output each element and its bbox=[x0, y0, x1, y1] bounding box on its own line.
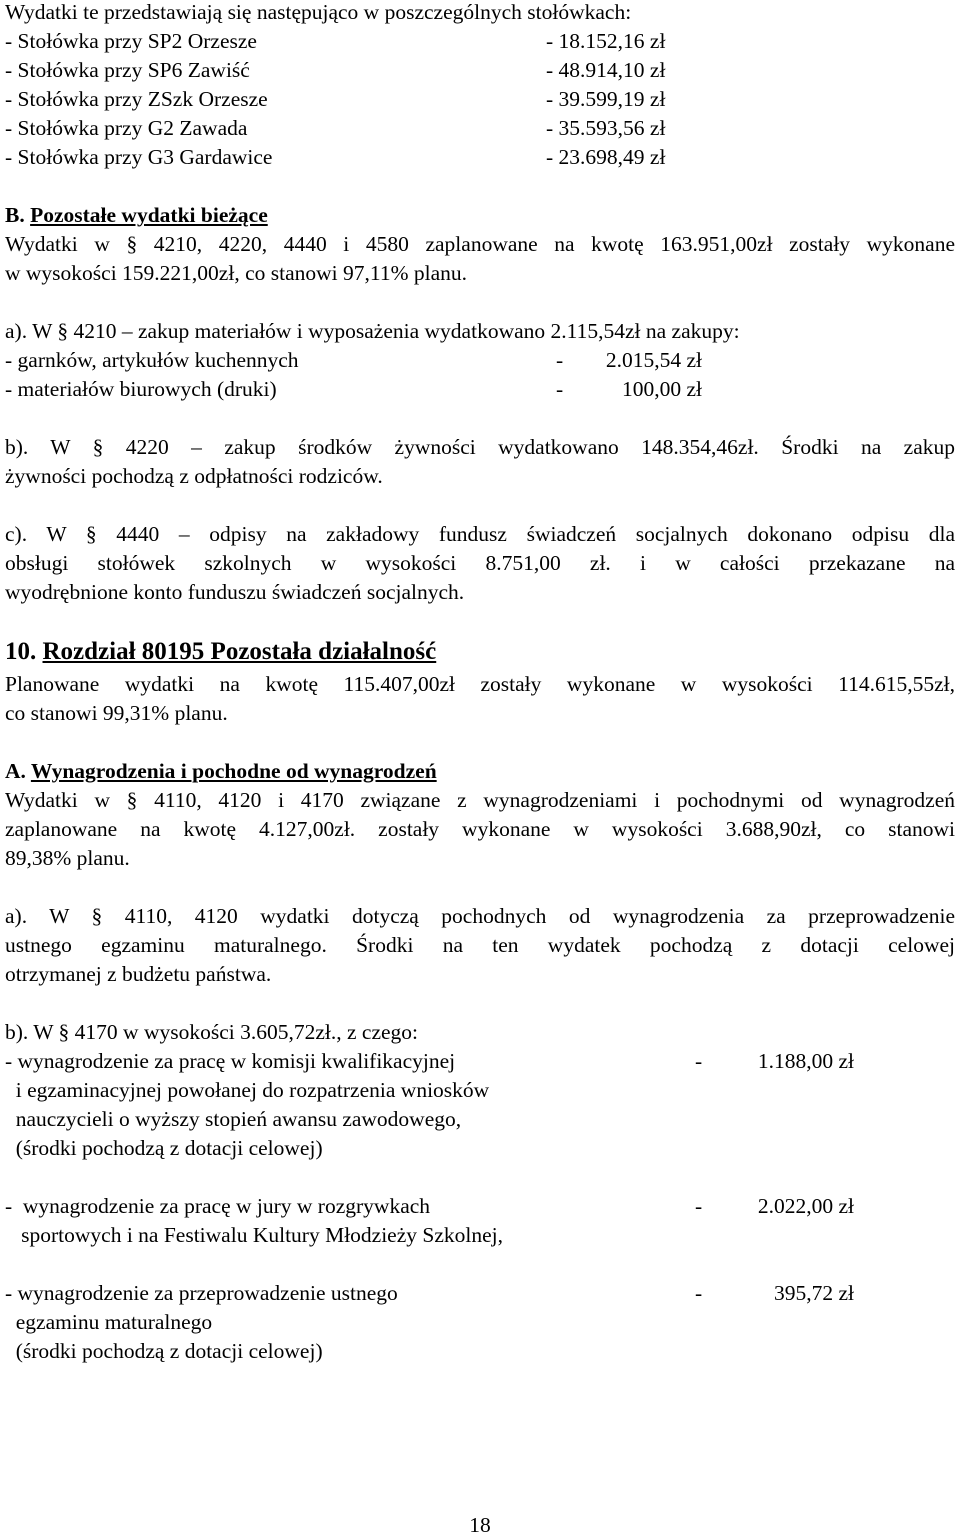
section-10-title: Rozdział 80195 Pozostała działalność bbox=[42, 638, 437, 665]
canteen-g2-label: - Stołówka przy G2 Zawada bbox=[5, 116, 248, 140]
section-10-heading bbox=[5, 639, 436, 664]
section-a-b-item3-dash: - bbox=[695, 1281, 703, 1305]
section-a-b-item3-line1: - wynagrodzenie za przeprowadzenie ustnego bbox=[5, 1281, 398, 1305]
section-b-c-line1: c). W § 4440 – odpisy na zakładowy fundusz świadczeń socjalnych dokonano odpisu dla bbox=[5, 522, 955, 546]
section-a-b-item1-amount: 1.188,00 zł bbox=[757, 1049, 854, 1073]
section-a-heading bbox=[5, 761, 437, 783]
section-a-prefix: A. bbox=[5, 759, 31, 783]
section-b-line1: Wydatki w § 4210, 4220, 4440 i 4580 zaplanowane na kwotę 163.951,00zł zostały wykonane bbox=[5, 232, 955, 256]
section-b-a-item1-amount: 2.015,54 zł bbox=[605, 348, 702, 372]
section-a-b-item3-amount: 395,72 zł bbox=[773, 1281, 854, 1305]
section-b-b-line2: żywności pochodzą z odpłatności rodziców. bbox=[5, 464, 383, 488]
canteen-sp6-label: - Stołówka przy SP6 Zawiść bbox=[5, 58, 250, 82]
section-a-b-item1-line1: - wynagrodzenie za pracę w komisji kwalifikacyjnej bbox=[5, 1049, 456, 1073]
section-a-b-item1-line3: nauczycieli o wyższy stopień awansu zawodowego, bbox=[5, 1107, 462, 1131]
section-b-line2: w wysokości 159.221,00zł, co stanowi 97,11% planu. bbox=[5, 261, 467, 285]
section-b-a-item1-dash: - bbox=[556, 348, 564, 372]
canteen-zszk-amount: - 39.599,19 zł bbox=[546, 87, 666, 111]
section-a-b-item3-line2: egzaminu maturalnego bbox=[5, 1310, 213, 1334]
section-b-a-item2-dash: - bbox=[556, 377, 564, 401]
section-10-line1: Planowane wydatki na kwotę 115.407,00zł zostały wykonane w wysokości 114.615,55zł, bbox=[5, 672, 955, 696]
section-a-b-item2-dash: - bbox=[695, 1194, 703, 1218]
canteen-g3-amount: - 23.698,49 zł bbox=[546, 145, 666, 169]
canteen-sp2-amount: - 18.152,16 zł bbox=[546, 29, 666, 53]
section-a-b-item2-line1: - wynagrodzenie za pracę w jury w rozgrywkach bbox=[5, 1194, 431, 1218]
section-a-a-line3: otrzymanej z budżetu państwa. bbox=[5, 962, 272, 986]
section-b-c-line2: obsługi stołówek szkolnych w wysokości 8.751,00 zł. i w całości przekazane na bbox=[5, 551, 955, 575]
section-b-prefix: B. bbox=[5, 203, 31, 227]
section-b-heading bbox=[5, 205, 268, 227]
section-10-line2: co stanowi 99,31% planu. bbox=[5, 701, 228, 725]
canteen-sp6-amount: - 48.914,10 zł bbox=[546, 58, 666, 82]
page-number: 18 bbox=[469, 1513, 491, 1537]
section-a-b-line1: b). W § 4170 w wysokości 3.605,72zł., z czego: bbox=[5, 1020, 419, 1044]
section-b-a-item1-label: - garnków, artykułów kuchennych bbox=[5, 348, 299, 372]
section-b-c-line3: wyodrębnione konto funduszu świadczeń socjalnych. bbox=[5, 580, 465, 604]
canteen-zszk-label: - Stołówka przy ZSzk Orzesze bbox=[5, 87, 268, 111]
section-a-a-line1: a). W § 4110, 4120 wydatki dotyczą pochodnych od wynagrodzenia za przeprowadzenie bbox=[5, 904, 955, 928]
section-a-b-item2-line2: sportowych i na Festiwalu Kultury Młodzieży Szkolnej, bbox=[5, 1223, 504, 1247]
canteen-g3-label: - Stołówka przy G3 Gardawice bbox=[5, 145, 273, 169]
section-b-title: Pozostałe wydatki bieżące bbox=[30, 203, 268, 227]
section-a-b-item3-line3: (środki pochodzą z dotacji celowej) bbox=[5, 1339, 323, 1363]
section-a-b-item2-amount: 2.022,00 zł bbox=[757, 1194, 854, 1218]
section-b-b-line1: b). W § 4220 – zakup środków żywności wydatkowano 148.354,46zł. Środki na zakup bbox=[5, 435, 955, 459]
section-a-line2: zaplanowane na kwotę 4.127,00zł. zostały wykonane w wysokości 3.688,90zł, co stanowi bbox=[5, 817, 955, 841]
section-a-a-line2: ustnego egzaminu maturalnego. Środki na ten wydatek pochodzą z dotacji celowej bbox=[5, 933, 955, 957]
intro-text: Wydatki te przedstawiają się następująco w poszczególnych stołówkach: bbox=[5, 0, 632, 24]
section-a-title: Wynagrodzenia i pochodne od wynagrodzeń bbox=[30, 759, 437, 783]
section-b-a-item2-amount: 100,00 zł bbox=[621, 377, 702, 401]
canteen-g2-amount: - 35.593,56 zł bbox=[546, 116, 666, 140]
canteen-sp2-label: - Stołówka przy SP2 Orzesze bbox=[5, 29, 257, 53]
section-a-line1: Wydatki w § 4110, 4120 i 4170 związane z wynagrodzeniami i pochodnymi od wynagrodzeń bbox=[5, 788, 955, 812]
section-a-b-item1-line4: (środki pochodzą z dotacji celowej) bbox=[5, 1136, 323, 1160]
section-b-a-item2-label: - materiałów biurowych (druki) bbox=[5, 377, 277, 401]
section-a-b-item1-line2: i egzaminacyjnej powołanej do rozpatrzenia wniosków bbox=[5, 1078, 490, 1102]
section-10-number: 10. bbox=[5, 638, 43, 665]
section-a-b-item1-dash: - bbox=[695, 1049, 703, 1073]
section-b-a-line1: a). W § 4210 – zakup materiałów i wyposażenia wydatkowano 2.115,54zł na zakupy: bbox=[5, 319, 740, 343]
section-a-line3: 89,38% planu. bbox=[5, 846, 130, 870]
